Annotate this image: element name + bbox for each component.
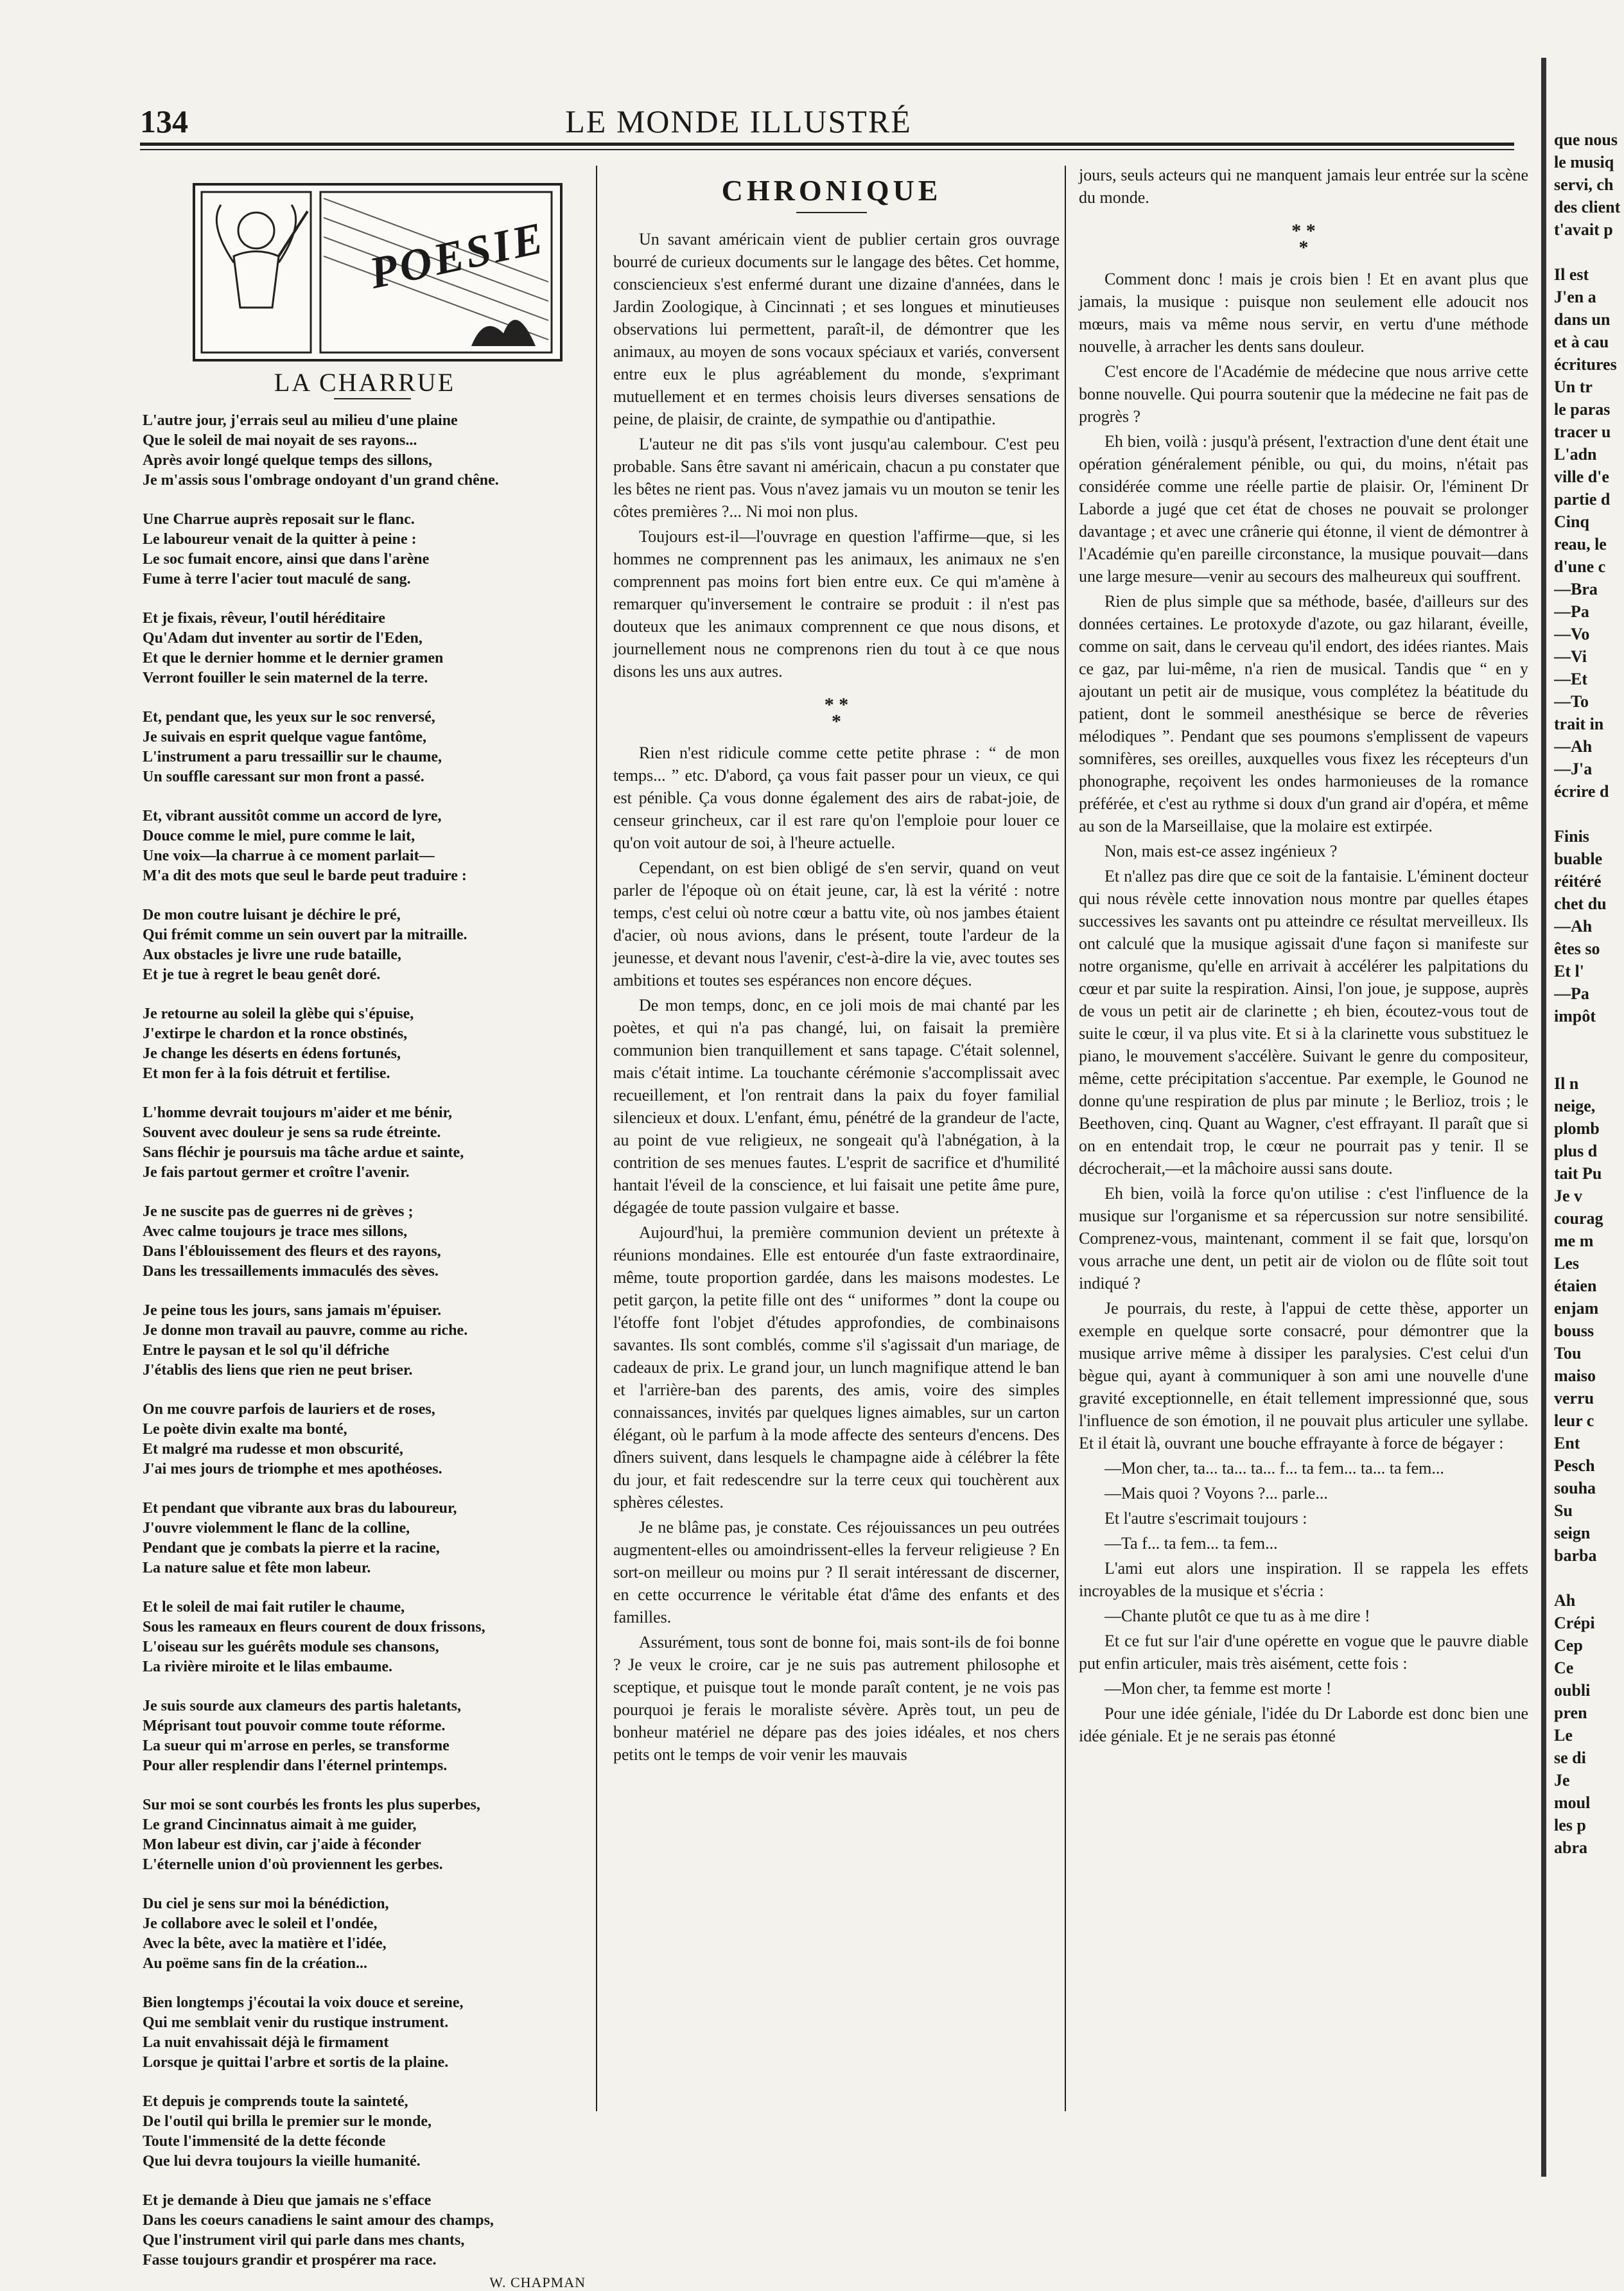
chronique-title: CHRONIQUE xyxy=(721,174,942,207)
column-divider xyxy=(596,166,597,2111)
paragraph: Eh bien, voilà la force qu'on utilise : c'est l'influence de la musique sur l'organisme et sa répercussion sur notre sensibilité. Comprenez-vous, maintenant, comment il se fait que, lorsqu'on vous arrache une dent, un petit air de violon ou de flûte soit tout indiqué ? xyxy=(1079,1184,1528,1293)
poem-stanza: L'homme devrait toujours m'aider et me bénir, Souvent avec douleur je sens sa rude étreinte. Sans fléchir je poursuis ma tâche ardue et sainte, Je fais partout germer et croître l'avenir. xyxy=(143,1104,464,1181)
paragraph: Rien de plus simple que sa méthode, basée, d'ailleurs sur des données certaines. Le protoxyde d'azote, ou gaz hilarant, éveille, comme on sait, dans le cerveau qu'il endort, des idées riantes. Mais ce gaz, par lui-même, n'a rien de musical. Tandis que “ en y ajoutant un petit air de musique, vous complétez la béatitude du patient, dont le sommeil anesthésique se berce de rêveries mélodiques ”. Pendant que ses poumons s'emplissent de vapeurs somnifères, ses oreilles, auxquelles vous fixez les récepteurs d'un phonographe, reçoivent les ondes harmonieuses de la romance préférée, et c'est au rythme si doux d'un grand air d'opéra, et même au son de la Marseillaise, que la molaire est extirpée. xyxy=(1079,592,1528,835)
paragraph: Et n'allez pas dire que ce soit de la fantaisie. L'éminent docteur qui nous révèle cette innovation nous montre par quelles étapes successives les savants ont pu atteindre ce résultat merveilleux. Ils ont calculé que la musique agissait d'une façon si manifeste sur notre organisme, qu'elle en arrivait à accélérer les palpitations du cœur et par suite la respiration. Ainsi, l'on joue, je suppose, auprès de vous un petit air de clarinette ; eh bien, écoutez-vous tout de suite le cœur, il va plus vite. Et si à la clarinette vous substituez le piano, le mouvement s'accélère. Suivant le genre du compositeur, même, cette précipitation s'accentue. Par exemple, le Gounod ne donne qu'une respiration de plus par minute ; le Berlioz, trois ; le Beethoven, cinq. Quant au Wagner, c'est effrayant. Il paraît que si on en entendait trop, le cœur ne pourrait pas y tenir. Il se décrocherait,—et la mâchoire aussi sans doute. xyxy=(1079,867,1528,1178)
fragment-line: maiso xyxy=(1554,1366,1596,1385)
paragraph: Un savant américain vient de publier certain gros ouvrage bourré de curieux documents sur le langage des bêtes. Cet homme, consciencieux s'est enfermé durant une dizaine d'années, dans le Jardin Zoologique, à Cincinnati ; et ses longues et minutieuses observations lui permettent, paraît-il, de démontrer que les animaux, au moyen de sons vocaux spéciaux et variés, conversent entre eux le plus agréablement du monde, s'exprimant mutuellement et en termes choisis leurs diverses sensations de peine, de plaisir, de crainte, de sympathie ou d'antipathie. xyxy=(613,230,1060,428)
column-divider xyxy=(1065,166,1066,2111)
fragment-line: enjam xyxy=(1554,1299,1599,1318)
paragraph: Je ne blâme pas, je constate. Ces réjouissances un peu outrées augmentent-elles ou amoindrissent-elles la ferveur religieuse ? En sort-on meilleur ou moins pur ? Il serait intéressant de discerner, en cette occurrence le véritable état d'âme des enfants et des familles. xyxy=(613,1518,1060,1626)
fragment-line: partie d xyxy=(1554,490,1611,509)
poem-stanza: Du ciel je sens sur moi la bénédiction, Je collabore avec le soleil et l'ondée, Avec la bête, avec la matière et l'idée, Au poëme sans fin de la création... xyxy=(143,1895,389,1972)
fragment-line: que nous xyxy=(1554,130,1618,149)
poem-signature: W. CHAPMAN xyxy=(489,2274,586,2290)
fragment-line: les p xyxy=(1554,1816,1586,1834)
fragment-line: réitéré xyxy=(1554,872,1602,891)
paragraph: Non, mais est-ce assez ingénieux ? xyxy=(1104,842,1338,860)
fragment-line: neige, xyxy=(1554,1097,1596,1115)
fragment-line xyxy=(1554,1567,1624,1589)
poem-stanza: Une Charrue auprès reposait sur le flanc. Le laboureur venait de la quitter à peine : Le soc fumait encore, ainsi que dans l'arène Fume à terre l'acier tout maculé de sang. xyxy=(143,511,430,588)
poem-stanza: Je ne suscite pas de guerres ni de grèves ; Avec calme toujours je trace mes sillons, Dans l'éblouissement des fleurs et des rayons, Dans les tressaillements immaculés des sèves. xyxy=(143,1203,441,1280)
poem-stanza: Je peine tous les jours, sans jamais m'épuiser. Je donne mon travail au pauvre, comme au riche. Entre le paysan et le sol qu'il défriche J'établis des liens que rien ne peut briser. xyxy=(143,1302,468,1379)
fragment-line: êtes so xyxy=(1554,939,1600,958)
title-underline xyxy=(334,398,411,399)
paragraph: —Chante plutôt ce que tu as à me dire ! xyxy=(1104,1607,1370,1625)
fragment-line: écritures xyxy=(1554,355,1617,374)
fragment-line: et à cau xyxy=(1554,333,1609,351)
next-page-fragments xyxy=(1554,128,1624,1859)
poesie-banner-label: POESIE xyxy=(365,213,550,299)
fragment-line: Tou xyxy=(1554,1344,1582,1363)
paragraph: L'ami eut alors une inspiration. Il se rappela les effets incroyables de la musique et s'écria : xyxy=(1079,1559,1528,1600)
fragment-line: moul xyxy=(1554,1793,1591,1812)
fragment-line: —To xyxy=(1554,692,1589,711)
fragment-line: J'en a xyxy=(1554,288,1596,306)
fragment-line: —Vo xyxy=(1554,625,1590,643)
paragraph: L'auteur ne dit pas s'ils vont jusqu'au calembour. C'est peu probable. Sans être savant ni américain, chacun a pu constater que les bêtes ne rient pas. Vous n'avez jamais vu un mouton se tenir les côtes premières ?... Ni moi non plus. xyxy=(613,435,1060,521)
poem-body xyxy=(143,411,586,2291)
fragment-line: tracer u xyxy=(1554,422,1611,441)
poem-stanza: Je suis sourde aux clameurs des partis haletants, Méprisant tout pouvoir comme toute réforme. La sueur qui m'arrose en perles, se transforme Pour aller resplendir dans l'éternel printemps. xyxy=(143,1698,462,1774)
fragment-line: verru xyxy=(1554,1389,1594,1407)
paragraph: —Mon cher, ta... ta... ta... f... ta fem... ta... ta fem... xyxy=(1104,1459,1444,1477)
paragraph: Toujours est-il—l'ouvrage en question l'affirme—que, si les hommes ne comprennent pas les animaux, les animaux ne s'en comprennent pas moins fort bien entre eux. Ce qui m'amène à remarquer qu'inversement le contraire se produit : il n'est pas douteux que les animaux comprennent ce que nous disons, et journellement nous ne comprenons rien du tout à ce que nous disons les uns aux autres. xyxy=(613,527,1060,681)
fragment-line: plus d xyxy=(1554,1142,1598,1160)
section-stars: * * * xyxy=(1291,220,1316,258)
paragraph: Assurément, tous sont de bonne foi, mais sont-ils de foi bonne ? Je veux le croire, car je ne suis pas autrement philosophe et sceptique, et puisque tout le monde paraît content, je ne vois pas pourquoi je ferais le moraliste sévère. Après tout, un peu de bonheur matériel ne dépare pas des joies idéales, et nos chers petits ont le temps de voir venir les mauvais xyxy=(613,1633,1060,1764)
paragraph: Aujourd'hui, la première communion devient un prétexte à réunions mondaines. Elle est entourée d'un faste extraordinaire, même, toute proportion gardée, dans les maisons modestes. Le petit garçon, la petite fille ont des “ uniformes ” dont la coupe ou l'étoffe font l'objet d'études approfondies, de combinaisons savantes. Ils sont comblés, comme s'il s'agissait d'un mariage, de cadeaux de prix. Le grand jour, un lunch magnifique attend le ban et l'arrière-ban des parents, des amis, voire des simples connaissances, invités par quelques lignes aimables, sur un carton élégant, où le parfum à la mode affecte des senteurs d'encens. Des dîners suivent, dans lesquels le champagne aide à célébrer la fête du jour, et fait redescendre sur la terre ceux qui touchèrent aux sphères célestes. xyxy=(613,1223,1060,1511)
paragraph: Et l'autre s'escrimait toujours : xyxy=(1104,1509,1307,1528)
fragment-line: des client xyxy=(1554,198,1621,216)
fragment-line: Finis xyxy=(1554,827,1589,846)
page-number: 134 xyxy=(140,103,188,139)
fragment-line: Le xyxy=(1554,1726,1573,1745)
fragment-line: Ent xyxy=(1554,1434,1580,1452)
fragment-line: —Et xyxy=(1554,670,1587,688)
fragment-line: Je v xyxy=(1554,1187,1583,1205)
poem-stanza: On me couvre parfois de lauriers et de roses, Le poète divin exalte ma bonté, Et malgré ma rudesse et mon obscurité, J'ai mes jours de triomphe et mes apothéoses. xyxy=(143,1401,442,1477)
page-gutter xyxy=(1541,58,1546,2177)
paragraph: —Mais quoi ? Voyons ?... parle... xyxy=(1104,1484,1328,1503)
fragment-line: Cinq xyxy=(1554,512,1589,531)
poem-stanza: Sur moi se sont courbés les fronts les plus superbes, Le grand Cincinnatus aimait à me guider, Mon labeur est divin, car j'aide à féconder L'éternelle union d'où proviennent les gerbes. xyxy=(143,1797,480,1873)
fragment-line: Il est xyxy=(1554,265,1589,284)
fragment-line xyxy=(1554,1050,1624,1072)
poem-stanza: Et le soleil de mai fait rutiler le chaume, Sous les rameaux en fleurs courent de doux frissons, L'oiseau sur les guérêts module ses chansons, La rivière miroite et le lilas embaume. xyxy=(143,1599,485,1675)
fragment-line xyxy=(1554,1027,1624,1050)
fragment-line: Je xyxy=(1554,1771,1570,1790)
fragment-line: Un tr xyxy=(1554,378,1593,396)
fragment-line: —Pa xyxy=(1554,984,1589,1003)
paragraph: —Ta f... ta fem... ta fem... xyxy=(1104,1534,1278,1553)
fragment-line: barba xyxy=(1554,1546,1597,1565)
paragraph: Je pourrais, du reste, à l'appui de cette thèse, apporter un exemple en quelque sorte consacré, pour démontrer que la musique arrive même à dissiper les paralysies. C'est celui d'un bègue qui, ayant à communiquer à son ami une nouvelle d'une gravité exceptionnelle, en était tellement impressionné que, sous l'influence de son émotion, il ne pouvait plus articuler une syllabe. Et il était là, ouvrant une bouche effrayante à force de bégayer : xyxy=(1079,1299,1528,1452)
header-rule xyxy=(140,143,1514,146)
fragment-line: —J'a xyxy=(1554,760,1593,778)
fragment-line: étaien xyxy=(1554,1276,1597,1295)
section-stars: * * * xyxy=(824,694,849,732)
fragment-line: abra xyxy=(1554,1838,1587,1857)
paragraph: —Mon cher, ta femme est morte ! xyxy=(1104,1679,1332,1698)
fragment-line: leur c xyxy=(1554,1411,1594,1430)
poem-stanza: Bien longtemps j'écoutai la voix douce et sereine, Qui me semblait venir du rustique instrument. La nuit envahissait déjà le firmament Lorsque je quittai l'arbre et sortis de la plaine. xyxy=(143,1994,464,2071)
fragment-line: tait Pu xyxy=(1554,1164,1602,1183)
fragment-line: Pesch xyxy=(1554,1456,1595,1475)
poem-stanza: Et, vibrant aussitôt comme un accord de lyre, Douce comme le miel, pure comme le lait, Une voix—la charrue à ce moment parlait— M'a dit des mots que seul le barde peut traduire : xyxy=(143,808,467,884)
chronique-column-3 xyxy=(1079,164,1528,1750)
fragment-line: —Ah xyxy=(1554,917,1593,936)
fragment-line: dans un xyxy=(1554,310,1611,329)
fragment-line: impôt xyxy=(1554,1007,1596,1025)
poem-stanza: Et je demande à Dieu que jamais ne s'efface Dans les coeurs canadiens le saint amour des champs, Que l'instrument viril qui parle dans mes chants, Fasse toujours grandir et prospérer ma race. xyxy=(143,2192,494,2269)
fragment-line: Et l' xyxy=(1554,962,1584,980)
paragraph: De mon temps, donc, en ce joli mois de mai chanté par les poètes, et qui n'a pas changé, lui, on faisait la première communion bien tranquillement et sans tapage. C'était solennel, mais c'était intime. La touchante cérémonie s'accomplissait avec recueillement, et l'on rentrait dans la paix du foyer familial silencieux et doux. L'enfant, ému, pénétré de la grandeur de l'acte, au point de vue religieux, ne songeait qu'à l'abnégation, à la contrition de ses menues fautes. L'esprit de sacrifice et d'humilité hantait l'éveil de la conscience, et lui faisait une petite âme pure, dégagée de toute passion vulgaire et basse. xyxy=(613,996,1060,1217)
title-underline xyxy=(796,212,867,213)
fragment-line: —Pa xyxy=(1554,602,1589,621)
fragment-line: ville d'e xyxy=(1554,467,1609,486)
fragment-line: —Vi xyxy=(1554,647,1587,666)
fragment-line: Il n xyxy=(1554,1074,1579,1093)
fragment-line: écrire d xyxy=(1554,782,1609,801)
fragment-line: le paras xyxy=(1554,400,1611,419)
fragment-line: Cep xyxy=(1554,1636,1583,1655)
fragment-line: trait in xyxy=(1554,715,1604,733)
fragment-line: L'adn xyxy=(1554,445,1597,464)
poesie-banner xyxy=(193,183,563,362)
fragment-line: le musiq xyxy=(1554,153,1614,171)
paragraph: Eh bien, voilà : jusqu'à présent, l'extraction d'une dent était une opération généralement pénible, ou qui, du moins, n'était pas considérée comme une réelle partie de plaisir. Or, l'éminent Dr Laborde a jugé que cet état de choses ne pouvait se prolonger davantage ; et avec une crânerie qui étonne, il vient de démontrer à l'Académie qu'en pareille circonstance, la musique pouvait—dans une large mesure—venir au secours des malheureux qui souffrent. xyxy=(1079,432,1528,586)
paragraph: Et ce fut sur l'air d'une opérette en vogue que le pauvre diable put enfin articuler, mais très aisément, cette fois : xyxy=(1079,1632,1528,1673)
fragment-line: t'avait p xyxy=(1554,220,1613,239)
poem-title: LA CHARRUE xyxy=(274,368,456,397)
paragraph: Rien n'est ridicule comme cette petite phrase : “ de mon temps... ” etc. D'abord, ça vous fait passer pour un vieux, ce qui est pénible. Ça vous donne également des airs de rabat-joie, de censeur grincheux, car il est rare qu'on l'emploie pour louer ce qu'on voit autour de soi, à l'heure actuelle. xyxy=(613,744,1060,852)
fragment-line: —Ah xyxy=(1554,737,1593,756)
masthead: LE MONDE ILLUSTRÉ xyxy=(565,103,912,139)
fragment-line: reau, le xyxy=(1554,535,1607,553)
fragment-line: buable xyxy=(1554,849,1603,868)
fragment-line: seign xyxy=(1554,1524,1591,1542)
poem-stanza: Je retourne au soleil la glèbe qui s'épuise, J'extirpe le chardon et la ronce obstinés, Je change les déserts en édens fortunés, Et mon fer à la fois détruit et fertilise. xyxy=(143,1006,414,1082)
poem-stanza: Et je fixais, rêveur, l'outil héréditaire Qu'Adam dut inventer au sortir de l'Eden, Et que le dernier homme et le dernier gramen Verront fouiller le sein maternel de la terre. xyxy=(143,610,444,686)
fragment-line: Les xyxy=(1554,1254,1579,1273)
fragment-line: plomb xyxy=(1554,1119,1600,1138)
fragment-line: Crépi xyxy=(1554,1614,1595,1632)
fragment-line: Su xyxy=(1554,1501,1573,1520)
header-rule-thin xyxy=(140,149,1514,150)
fragment-line: oubli xyxy=(1554,1681,1591,1700)
fragment-line: souha xyxy=(1554,1479,1596,1497)
fragment-line: bouss xyxy=(1554,1321,1594,1340)
paragraph: Cependant, on est bien obligé de s'en servir, quand on veut parler de l'époque où on était jeune, car, là est la vérité : notre temps, c'est celui où notre cœur a battu vite, où nos jambes étaient d'acier, où nous avions, dans le présent, toute l'ardeur de la jeunesse, et devant nous l'avenir, c'est-à-dire la vie, avec toutes ses ambitions et toutes ses espérances non encore déçues. xyxy=(613,858,1060,989)
fragment-line: Ce xyxy=(1554,1659,1574,1677)
poem-stanza: L'autre jour, j'errais seul au milieu d'une plaine Que le soleil de mai noyait de ses rayons... Après avoir longé quelque temps des sillons, Je m'assis sous l'ombrage ondoyant d'un grand chêne. xyxy=(143,412,499,489)
fragment-line xyxy=(1554,803,1624,825)
poem-stanza: Et, pendant que, les yeux sur le soc renversé, Je suivais en esprit quelque vague fantôme, L'instrument a paru tressaillir sur le chaume, Un souffle caressant sur mon front a passé. xyxy=(143,709,442,785)
paragraph: Comment donc ! mais je crois bien ! Et en avant plus que jamais, la musique : puisque non seulement elle adoucit nos mœurs, mais va même nous servir, en vertu d'une méthode nouvelle, à arracher les dents sans douleur. xyxy=(1079,270,1528,356)
fragment-line: courag xyxy=(1554,1209,1603,1228)
fragment-line: se di xyxy=(1554,1748,1586,1767)
fragment-line: d'une c xyxy=(1554,557,1606,576)
fragment-line: servi, ch xyxy=(1554,175,1614,194)
poem-stanza: De mon coutre luisant je déchire le pré, Qui frémit comme un sein ouvert par la mitraille. Aux obstacles je livre une rude bataille, Et je tue à regret le beau genêt doré. xyxy=(143,907,467,983)
paragraph: C'est encore de l'Académie de médecine que nous arrive cette bonne nouvelle. Qui pourra soutenir que la médecine ne fait pas de progrès ? xyxy=(1079,362,1528,426)
poem-stanza: Et depuis je comprends toute la sainteté, De l'outil qui brilla le premier sur le monde, Toute l'immensité de la dette féconde Que lui devra toujours la vieille humanité. xyxy=(143,2093,432,2170)
paragraph: jours, seuls acteurs qui ne manquent jamais leur entrée sur la scène du monde. xyxy=(1079,166,1528,207)
fragment-line xyxy=(1554,241,1624,263)
fragment-line: me m xyxy=(1554,1232,1594,1250)
paragraph: Pour une idée géniale, l'idée du Dr Laborde est donc bien une idée géniale. Et je ne serais pas étonné xyxy=(1079,1704,1528,1745)
fragment-line: pren xyxy=(1554,1703,1587,1722)
fragment-line: —Bra xyxy=(1554,580,1598,598)
fragment-line: Ah xyxy=(1554,1591,1576,1610)
fragment-line: chet du xyxy=(1554,894,1607,913)
chronique-column-2 xyxy=(613,228,1060,1768)
poem-stanza: Et pendant que vibrante aux bras du laboureur, J'ouvre violemment le flanc de la colline, Pendant que je combats la pierre et la racine, La nature salue et fête mon labeur. xyxy=(143,1500,457,1576)
